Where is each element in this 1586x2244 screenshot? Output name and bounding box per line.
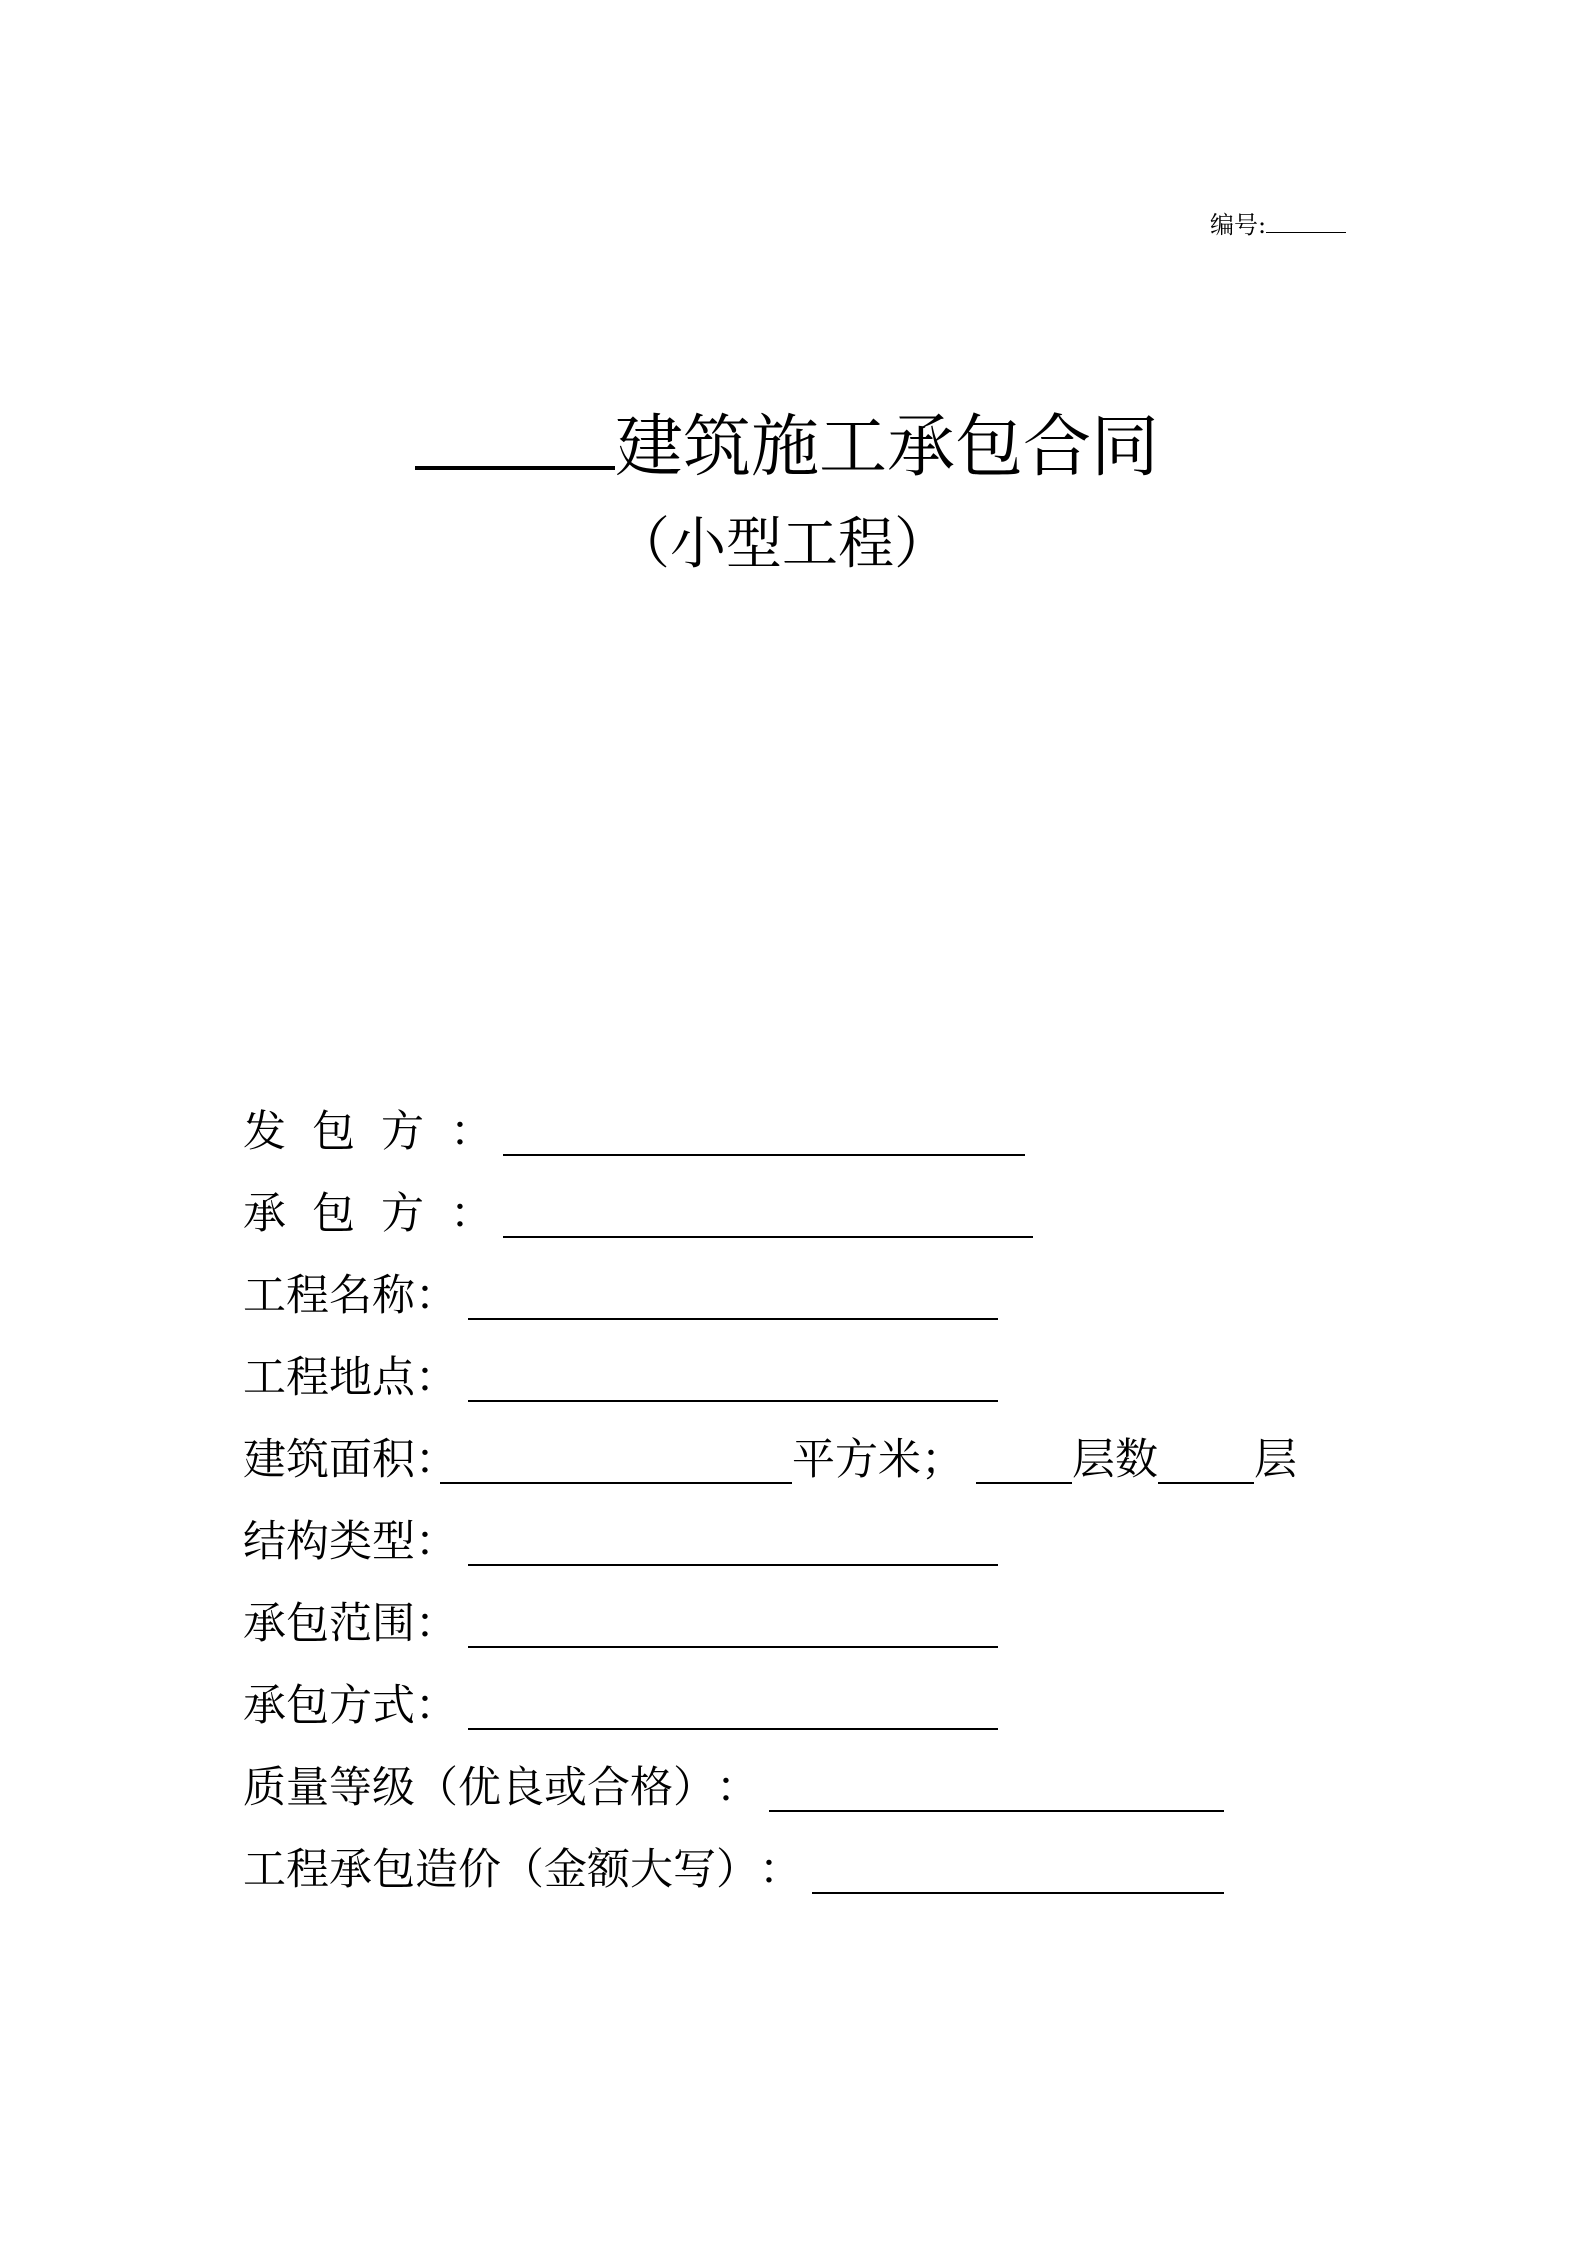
document-number-blank[interactable]	[1266, 208, 1346, 233]
document-number-label: 编号:	[1210, 211, 1267, 239]
contract-method-label: 承包方式	[243, 1681, 415, 1731]
project-location-input-line[interactable]	[468, 1354, 998, 1402]
project-location-label: 工程地点	[243, 1353, 415, 1403]
contract-method-field: 承包方式：	[243, 1678, 998, 1734]
floors-unit: 层	[1254, 1435, 1297, 1485]
quality-grade-label: 质量等级（优良或合格）	[243, 1763, 716, 1813]
building-area-input-line[interactable]	[440, 1436, 792, 1484]
contract-method-input-line[interactable]	[468, 1682, 998, 1730]
structure-type-input-line[interactable]	[468, 1518, 998, 1566]
project-name-input-line[interactable]	[468, 1272, 998, 1320]
document-number	[1210, 208, 1346, 240]
floors-label: 层数	[1072, 1435, 1158, 1485]
contract-scope-label: 承包范围	[243, 1599, 415, 1649]
contractor-input-line[interactable]	[503, 1190, 1033, 1238]
floors-before-input-line[interactable]	[976, 1436, 1072, 1484]
title-prefix-blank[interactable]	[415, 398, 615, 470]
project-location-field: 工程地点：	[243, 1350, 998, 1406]
floors-input-line[interactable]	[1158, 1436, 1254, 1484]
employer-field: 发包方：	[243, 1104, 1025, 1160]
contract-price-input-line[interactable]	[812, 1846, 1224, 1894]
title-text: 建筑施工承包合同	[615, 408, 1160, 487]
structure-type-label: 结构类型	[243, 1517, 415, 1567]
contract-price-field: 工程承包造价（金额大写）：	[243, 1842, 1224, 1898]
contract-scope-input-line[interactable]	[468, 1600, 998, 1648]
project-name-field: 工程名称：	[243, 1268, 998, 1324]
contractor-field: 承包方：	[243, 1186, 1033, 1242]
building-area-label: 建筑面积	[243, 1435, 415, 1485]
employer-label: 发包方	[243, 1107, 450, 1157]
quality-grade-field: 质量等级（优良或合格）：	[243, 1760, 1224, 1816]
building-area-field: 建筑面积： 平方米； 层数 层	[243, 1432, 1297, 1488]
document-title	[415, 398, 1159, 493]
document-subtitle: （小型工程）	[614, 512, 950, 577]
employer-input-line[interactable]	[503, 1108, 1025, 1156]
structure-type-field: 结构类型：	[243, 1514, 998, 1570]
project-name-label: 工程名称	[243, 1271, 415, 1321]
contract-price-label: 工程承包造价（金额大写）	[243, 1845, 759, 1895]
area-unit: 平方米；	[792, 1435, 964, 1485]
quality-grade-input-line[interactable]	[769, 1764, 1224, 1812]
contractor-label: 承包方	[243, 1189, 450, 1239]
contract-scope-field: 承包范围：	[243, 1596, 998, 1652]
